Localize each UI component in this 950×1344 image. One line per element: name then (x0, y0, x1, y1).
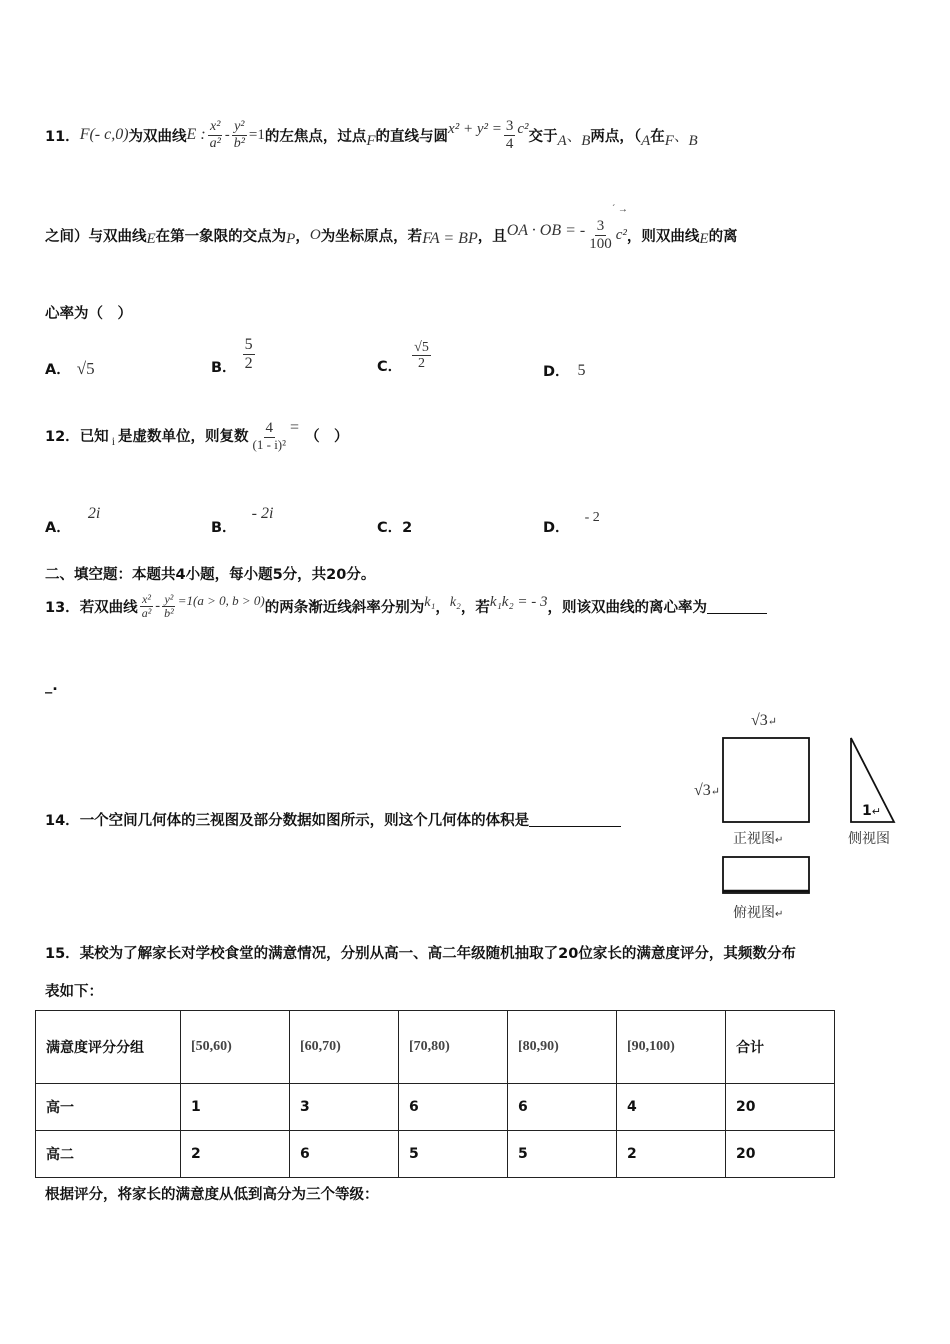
q11-var: A (557, 132, 567, 149)
q11-text: ，则双曲线 (626, 228, 700, 245)
table-cell: 高二 (36, 1131, 181, 1178)
table-cell: 6 (290, 1131, 399, 1178)
q13-text: 的两条渐近线斜率分别为 (264, 600, 425, 617)
option-value: √5 (76, 358, 95, 378)
q11-var: F (366, 132, 376, 149)
q12-option-d[interactable] (543, 505, 600, 536)
table-cell: 3 (290, 1084, 399, 1131)
q13-stem (45, 593, 767, 620)
option-value: 5 (577, 361, 586, 379)
q14-answer-blank[interactable] (529, 812, 621, 827)
q11-vector-arrows: ˊ → (612, 204, 628, 215)
section-heading: 二、填空题：本题共4小题，每小题5分，共20分。 (45, 567, 376, 583)
front-view-square (723, 738, 809, 822)
q12-stem (45, 420, 349, 452)
table-header-cell: [50,60) (181, 1011, 290, 1084)
q11-var: F (664, 132, 674, 149)
q11-text: 为坐标原点，若 (320, 228, 423, 245)
side-dim-value: 1 (862, 803, 872, 819)
option-label: C． (377, 520, 403, 536)
q11-frac-x-den: a² (209, 135, 221, 151)
q11-option-c[interactable] (377, 340, 433, 376)
q12-frac-den: (1 - i)² (252, 436, 287, 452)
q11-var: B (581, 132, 591, 149)
q11-condition: FA = BP (422, 230, 478, 247)
q11-dot-product: OA · OB = - (506, 222, 586, 239)
q11-frac-x (208, 119, 223, 151)
table-cell: 1 (181, 1084, 290, 1131)
q15-line2: 表如下： (45, 984, 103, 1000)
q11-text: 在 (650, 128, 665, 145)
side-view-label: 侧视图 (848, 831, 890, 847)
q11-sep: 、 (673, 128, 689, 145)
q11-line2 (45, 218, 738, 252)
q11-option-b[interactable] (211, 336, 257, 376)
q12-fraction (251, 420, 289, 452)
q12-paren: （ ） (305, 429, 349, 446)
option-den: 2 (244, 354, 253, 372)
q13-frac-y (162, 593, 176, 620)
q12-text: 是虚数单位，则复数 (118, 429, 249, 446)
q13-frac-den: a² (141, 606, 152, 621)
q13-frac-num: x² (142, 592, 151, 606)
table-cell: 6 (399, 1084, 508, 1131)
q15-text: 某校为了解家长对学校食堂的满意情况，分别从高一、高二年级随机抽取了20位家长的满意度评分，其频数分布 (79, 946, 796, 962)
q11-number: 11． (45, 128, 80, 145)
option-num: 5 (244, 336, 253, 353)
q11-text: 的离 (708, 228, 738, 245)
q11-frac-y-den: b² (233, 135, 245, 151)
q12-frac-num: 4 (265, 420, 274, 436)
table-header-cell: [60,70) (290, 1011, 399, 1084)
table-cell: 2 (617, 1131, 726, 1178)
top-view-rect (723, 857, 809, 893)
option-label: B． (211, 359, 237, 376)
table-cell: 高一 (36, 1084, 181, 1131)
q11-var: E (146, 230, 156, 247)
q11-var: A (641, 132, 651, 149)
q11-frac-y-num: y² (234, 119, 245, 135)
option-label: D． (543, 520, 570, 536)
q11-text: 之间）与双曲线 (45, 228, 147, 245)
q11-text: 的直线与圆 (375, 128, 449, 145)
table-header-cell: [90,100) (617, 1011, 726, 1084)
option-value: 2 (402, 520, 413, 536)
table-header-cell: 合计 (726, 1011, 835, 1084)
q12-text: 已知 (79, 429, 109, 446)
q13-frac-x (140, 593, 154, 620)
q11-var: E (699, 230, 709, 247)
q13-condition: =1(a > 0, b > 0) (177, 592, 265, 608)
q11-frac-c-den: 4 (505, 135, 514, 152)
q11-line1 (45, 118, 698, 152)
table-cell: 20 (726, 1084, 835, 1131)
q11-text: 为双曲线 (128, 128, 187, 145)
q15-number: 15． (45, 946, 80, 962)
front-view-label: 正视图↵ (733, 831, 784, 847)
q15-after-text: 根据评分，将家长的满意度从低到高分为三个等级： (45, 1187, 379, 1203)
top-view-text: 俯视图 (733, 905, 775, 921)
option-label: A． (45, 362, 71, 378)
q14-text: 一个空间几何体的三视图及部分数据如图所示，则这个几何体的体积是 (79, 813, 530, 829)
q13-text: ，则该双曲线的离心率为 (547, 600, 708, 617)
q12-number: 12． (45, 429, 80, 446)
q11-var: c² (615, 226, 627, 243)
side-dimension: 1↵ (862, 803, 881, 819)
q11-eq: =1 (248, 126, 265, 143)
q15-line1 (45, 942, 796, 963)
table-header-row (36, 1011, 835, 1084)
top-dimension: √3↵ (751, 712, 777, 729)
q13-product: k₁k₂ = - 3 (489, 594, 548, 611)
q12-option-a[interactable] (45, 502, 101, 536)
q11-frac-d (587, 218, 614, 252)
q11-circle: x² + y² = (448, 120, 502, 137)
option-label: A． (45, 520, 71, 536)
left-dimension: √3↵ (694, 782, 720, 799)
q12-option-c[interactable] (377, 516, 412, 537)
q11-var: B (688, 132, 698, 149)
table-header-cell: 满意度评分分组 (36, 1011, 181, 1084)
q11-frac-d-num: 3 (596, 218, 605, 234)
option-label: B． (211, 520, 237, 536)
q13-answer-blank[interactable] (707, 599, 767, 614)
table-cell: 4 (617, 1084, 726, 1131)
table-cell: 6 (508, 1084, 617, 1131)
table-cell: 5 (508, 1131, 617, 1178)
q13-frac-den: b² (164, 606, 174, 621)
q11-frac-c (504, 118, 516, 152)
q11-text: 交于 (528, 128, 558, 145)
table-cell: 20 (726, 1131, 835, 1178)
option-value: - 2i (251, 505, 274, 522)
q11-var: P (286, 230, 296, 247)
option-value: - 2 (584, 510, 600, 525)
option-fraction (243, 336, 255, 372)
q11-frac-c-num: 3 (505, 118, 514, 134)
q13-var: k₁ (424, 594, 436, 610)
table-cell: 5 (399, 1131, 508, 1178)
q13-var: k₂ (449, 594, 461, 610)
q11-focus: F(- c,0) (79, 126, 129, 143)
q11-frac-y (232, 119, 247, 151)
option-den: 2 (418, 356, 425, 372)
table-header-cell: [70,80) (399, 1011, 508, 1084)
q11-frac-d-den: 100 (589, 235, 612, 252)
q12-option-b[interactable] (211, 502, 274, 536)
q13-text: 若双曲线 (79, 600, 138, 617)
q14-number: 14． (45, 813, 80, 829)
q14-stem (45, 809, 621, 830)
top-dim-value: √3 (751, 712, 768, 729)
q12-eq: = (290, 418, 300, 436)
q11-var: c² (517, 120, 529, 137)
q11-var: O (309, 226, 321, 243)
left-dim-value: √3 (694, 782, 711, 799)
option-label: D． (543, 364, 570, 380)
q11-curve-name: E : (186, 126, 206, 143)
q11-sep: 、 (566, 128, 582, 145)
q12-var: i (111, 434, 116, 449)
table-row (36, 1084, 835, 1131)
option-num: √5 (414, 340, 429, 355)
q13-number: 13． (45, 600, 80, 617)
front-view-text: 正视图 (733, 831, 775, 847)
q13-text: ，若 (460, 600, 490, 617)
table-cell: 2 (181, 1131, 290, 1178)
table-row (36, 1131, 835, 1178)
q11-frac-x-num: x² (210, 119, 221, 135)
q11-text: 的左焦点，过点 (264, 128, 367, 145)
q13-tail: _. (45, 678, 58, 694)
q13-frac-num: y² (164, 592, 174, 606)
q11-option-d[interactable] (543, 360, 586, 381)
q11-text: 两点，（ (590, 128, 642, 145)
option-fraction (412, 340, 431, 372)
top-view-label: 俯视图↵ (733, 905, 784, 921)
q13-minus: - (155, 598, 161, 615)
q11-text: ，且 (477, 228, 507, 245)
q11-option-a[interactable] (45, 358, 95, 379)
frequency-table (35, 1010, 835, 1178)
q11-minus: - (224, 126, 230, 143)
table-header-cell: [80,90) (508, 1011, 617, 1084)
q11-text: 在第一象限的交点为 (155, 228, 287, 245)
option-label: C． (377, 359, 403, 376)
q11-text: ， (295, 228, 310, 245)
q13-text: ， (435, 600, 450, 617)
q11-line3: 心率为（ ） (45, 306, 132, 322)
option-value: 2i (87, 505, 101, 522)
